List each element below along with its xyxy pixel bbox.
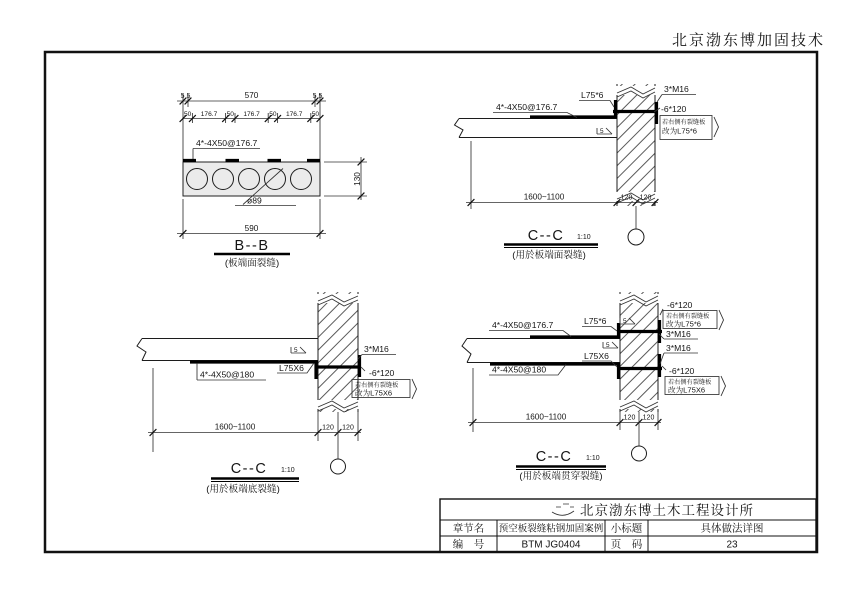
tb-row2-label1: 编 号	[452, 539, 485, 551]
cc1-scale: 1:10	[577, 234, 591, 241]
cc1-bolts-label: 3*M16	[664, 84, 689, 94]
cc2-scale: 1:10	[281, 467, 295, 474]
cc2-bar-label: -6*120	[369, 368, 395, 378]
cc2-title: C--C	[230, 461, 268, 477]
sheet-frame	[45, 52, 817, 552]
tb-row1-label1: 章节名	[452, 523, 485, 535]
cc2-note-line2: 改为L75X6	[355, 388, 393, 398]
cc1-dim-wall-right: 120	[639, 194, 652, 202]
cc1-dim-span: 1600~1100	[523, 192, 565, 202]
tb-row1-value2: 具体做法详图	[700, 523, 764, 535]
bb-subtitle: (板端面裂缝)	[224, 258, 280, 269]
cc1-title: C--C	[527, 228, 565, 244]
drawing-bb	[177, 91, 367, 269]
cc2-dim-span: 1600~1100	[214, 422, 256, 432]
drawing-cc-through	[462, 292, 726, 482]
company-name: 北京渤东博土木工程设计所	[580, 503, 754, 518]
cc1-angle-label: L75*6	[581, 90, 604, 100]
cc3-top-angle-label: L75*6	[584, 316, 607, 326]
cc2-plate-label: 4*-4X50@180	[200, 369, 255, 380]
cc1-dim-wall-left: 120	[620, 194, 633, 202]
cc2-bolts-label: 3*M16	[364, 344, 389, 354]
cc1-subtitle: (用於板端面裂缝)	[512, 250, 586, 261]
cc1-weld-size: 5	[600, 128, 604, 135]
cc3-scale: 1:10	[586, 455, 600, 462]
cc3-top-bolts-label: 3*M16	[666, 329, 691, 339]
bb-plate-label: 4*-4X50@176.7	[196, 138, 258, 148]
bb-title: B--B	[234, 238, 270, 254]
bb-seg-1: 176.7	[200, 111, 218, 118]
bb-seg-4: 50	[269, 111, 277, 118]
cc2-weld-size: 5	[294, 347, 298, 354]
bb-dim-bottom-total: 590	[244, 224, 259, 233]
cc2-dim-wall-right: 120	[342, 424, 354, 432]
cc3-top-plate-label: 4*-4X50@176.7	[492, 320, 554, 330]
cc3-bottom-note-line2: 改为L75X6	[668, 385, 706, 395]
cc2-note-line1: 若右侧有裂缝板	[355, 382, 399, 389]
cc1-bar-label: -6*120	[661, 104, 687, 114]
bb-dim-edge-right: 5 5	[312, 93, 323, 100]
cc2-grid-bubble	[331, 459, 346, 474]
bb-seg-2: 50	[226, 111, 234, 118]
tb-row1-label2: 小标题	[610, 523, 643, 535]
cc3-bottom-note-line1: 若右侧有裂缝板	[668, 379, 712, 386]
cc3-top-note-line2: 改为L75*6	[666, 319, 702, 329]
cc3-subtitle: (用於板端贯穿裂缝)	[519, 471, 603, 482]
bb-dim-edge-left: 5 5	[180, 93, 191, 100]
bb-slab-section	[183, 162, 320, 196]
bb-dim-height: 130	[353, 172, 362, 186]
cc1-plate-label: 4*-4X50@176.7	[496, 102, 558, 112]
cc3-bottom-bolts-label: 3*M16	[666, 343, 691, 353]
cc3-dim-wall-right: 120	[642, 414, 655, 422]
bb-hole-label: ø89	[247, 195, 262, 206]
bb-dim-top-total: 570	[244, 91, 259, 100]
cc3-wall	[620, 292, 658, 412]
cc3-title: C--C	[535, 449, 573, 465]
tb-row2-value2: 23	[726, 539, 738, 551]
cc3-grid-bubble	[632, 446, 647, 461]
bb-seg-0: 50	[184, 111, 192, 118]
cc2-dim-wall-left: 120	[322, 424, 334, 432]
title-block	[440, 499, 816, 552]
drawing-cc-end-face	[455, 84, 719, 261]
tb-row1-value1: 预空板裂缝粘钢加固案例	[498, 524, 604, 535]
bb-seg-6: 50	[311, 111, 320, 118]
cc3-bottom-bar-label: -6*120	[669, 366, 695, 376]
cc3-dim-span: 1600~1100	[525, 412, 567, 422]
cc1-note-line1: 若右侧有裂缝板	[662, 119, 706, 126]
page-header: 北京渤东博加固技术	[671, 33, 825, 49]
tb-row2-label2: 页 码	[610, 539, 643, 551]
cc3-top-weld-size: 5	[623, 318, 627, 325]
cc1-wall	[617, 84, 655, 206]
cc3-dim-wall-left: 120	[623, 414, 636, 422]
bb-seg-3: 176.7	[243, 111, 260, 118]
cc2-subtitle: (用於板端底裂缝)	[206, 484, 280, 495]
cc2-angle-label: L75X6	[279, 363, 304, 373]
cc3-mid-weld-size: 5	[606, 342, 610, 349]
tb-row2-value1: BTM JG0404	[521, 539, 581, 551]
cc1-note-line2: 改为L75*6	[662, 126, 698, 136]
cc3-top-note-line1: 若右侧有裂缝板	[666, 313, 710, 320]
cc3-bottom-angle-label: L75X6	[584, 351, 609, 361]
bb-seg-5: 176.7	[285, 111, 303, 118]
cc3-bottom-plate-label: 4*-4X50@180	[492, 364, 547, 375]
drawing-cc-end-bottom	[137, 292, 417, 495]
cc1-grid-bubble	[628, 229, 644, 245]
cc3-top-bar-label: -6*120	[667, 300, 693, 310]
